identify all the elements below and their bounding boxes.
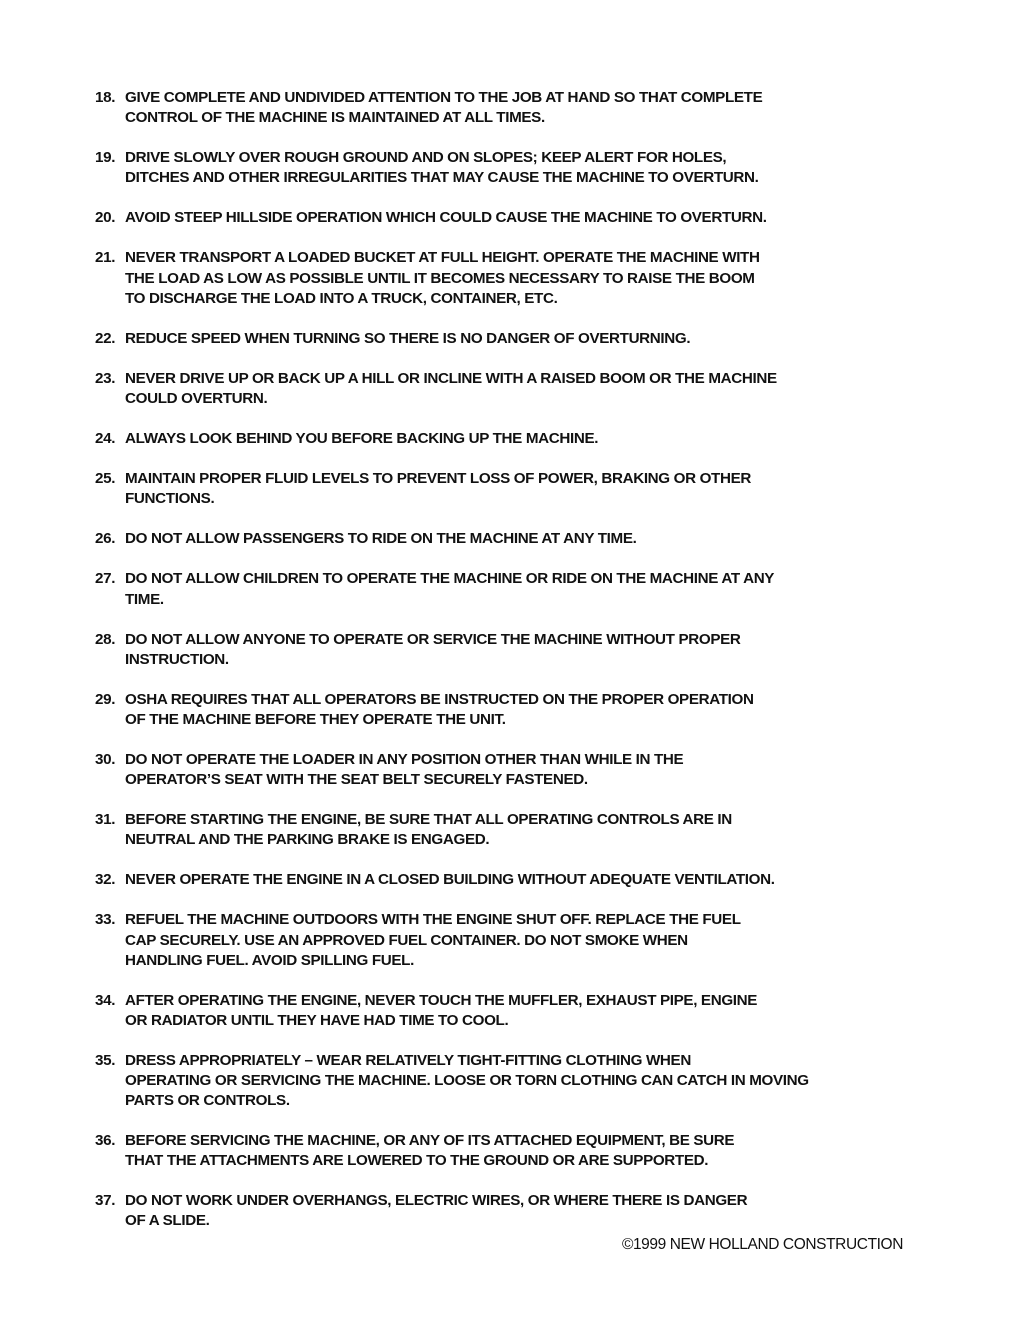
safety-rule bbox=[95, 1051, 925, 1111]
rule-text-line: TIME. bbox=[125, 590, 164, 608]
rule-text-line: DO NOT ALLOW ANYONE TO OPERATE OR SERVICE THE MACHINE WITHOUT PROPER bbox=[125, 630, 741, 648]
rule-text-line: AFTER OPERATING THE ENGINE, NEVER TOUCH THE MUFFLER, EXHAUST PIPE, ENGINE bbox=[125, 991, 758, 1009]
rule-text-line: NEVER OPERATE THE ENGINE IN A CLOSED BUILDING WITHOUT ADEQUATE VENTILATION. bbox=[125, 871, 775, 889]
safety-rule bbox=[95, 991, 925, 1031]
rule-text-line: DO NOT ALLOW CHILDREN TO OPERATE THE MACHINE OR RIDE ON THE MACHINE AT ANY bbox=[125, 570, 775, 588]
rule-text bbox=[125, 690, 925, 730]
rule-text bbox=[125, 810, 925, 850]
rule-text-line: DO NOT OPERATE THE LOADER IN ANY POSITION OTHER THAN WHILE IN THE bbox=[125, 750, 684, 768]
safety-rule bbox=[95, 810, 925, 850]
rule-text bbox=[125, 429, 925, 449]
rule-text-line: COULD OVERTURN. bbox=[125, 389, 268, 407]
rule-text bbox=[125, 569, 925, 609]
safety-rule bbox=[95, 248, 925, 308]
rule-text-line: OPERATING OR SERVICING THE MACHINE. LOOSE OR TORN CLOTHING CAN CATCH IN MOVING bbox=[125, 1072, 809, 1089]
rule-text bbox=[125, 88, 925, 128]
rule-number: 24. bbox=[95, 430, 116, 448]
safety-rule bbox=[95, 630, 925, 670]
rule-text-line: AVOID STEEP HILLSIDE OPERATION WHICH COULD CAUSE THE MACHINE TO OVERTURN. bbox=[125, 209, 767, 227]
rule-text-line: REDUCE SPEED WHEN TURNING SO THERE IS NO DANGER OF OVERTURNING. bbox=[125, 329, 691, 347]
rule-number: 18. bbox=[95, 89, 116, 106]
rule-text bbox=[125, 870, 925, 890]
rule-number: 20. bbox=[95, 209, 116, 227]
safety-rule bbox=[95, 910, 925, 970]
rule-number: 25. bbox=[95, 470, 116, 488]
safety-rule bbox=[95, 88, 925, 128]
rule-text-line: DO NOT ALLOW PASSENGERS TO RIDE ON THE MACHINE AT ANY TIME. bbox=[125, 530, 637, 548]
rule-text-line: NEVER DRIVE UP OR BACK UP A HILL OR INCLINE WITH A RAISED BOOM OR THE MACHINE bbox=[125, 369, 777, 387]
rule-text-line: DO NOT WORK UNDER OVERHANGS, ELECTRIC WIRES, OR WHERE THERE IS DANGER bbox=[125, 1192, 748, 1210]
rule-text-line: INSTRUCTION. bbox=[125, 650, 229, 668]
rule-number: 34. bbox=[95, 991, 116, 1009]
rule-text-line: OR RADIATOR UNTIL THEY HAVE HAD TIME TO COOL. bbox=[125, 1011, 509, 1029]
rule-text-line: BEFORE SERVICING THE MACHINE, OR ANY OF ITS ATTACHED EQUIPMENT, BE SURE bbox=[125, 1132, 735, 1150]
safety-rule bbox=[95, 369, 925, 409]
rule-number: 35. bbox=[95, 1051, 116, 1069]
safety-rule bbox=[95, 148, 925, 188]
rule-number: 29. bbox=[95, 690, 116, 708]
safety-rule bbox=[95, 870, 925, 890]
rule-number: 37. bbox=[95, 1192, 116, 1210]
rule-text-line: NEUTRAL AND THE PARKING BRAKE IS ENGAGED. bbox=[125, 831, 490, 849]
rule-text-line: OPERATOR’S SEAT WITH THE SEAT BELT SECURELY FASTENED. bbox=[125, 771, 588, 789]
safety-rule bbox=[95, 1191, 925, 1231]
rule-text bbox=[125, 1131, 925, 1171]
rule-number: 21. bbox=[95, 249, 116, 267]
rule-text-line: PARTS OR CONTROLS. bbox=[125, 1092, 290, 1110]
safety-rules-list bbox=[95, 88, 925, 1252]
safety-rule bbox=[95, 429, 925, 449]
rule-text bbox=[125, 1051, 925, 1111]
safety-rule bbox=[95, 208, 925, 228]
rule-number: 30. bbox=[95, 750, 116, 768]
rule-number: 32. bbox=[95, 871, 116, 889]
rule-text-line: OF A SLIDE. bbox=[125, 1212, 210, 1230]
rule-text-line: BEFORE STARTING THE ENGINE, BE SURE THAT ALL OPERATING CONTROLS ARE IN bbox=[125, 811, 732, 829]
rule-text-line: THAT THE ATTACHMENTS ARE LOWERED TO THE GROUND OR ARE SUPPORTED. bbox=[125, 1152, 709, 1170]
rule-text-line: CONTROL OF THE MACHINE IS MAINTAINED AT ALL TIMES. bbox=[125, 109, 545, 127]
safety-rule bbox=[95, 469, 925, 509]
rule-text bbox=[125, 208, 925, 228]
rule-text bbox=[125, 248, 925, 308]
rule-text bbox=[125, 910, 925, 970]
rule-text-line: DITCHES AND OTHER IRREGULARITIES THAT MAY CAUSE THE MACHINE TO OVERTURN. bbox=[125, 169, 759, 187]
rule-text bbox=[125, 991, 925, 1031]
rule-text bbox=[125, 148, 925, 188]
rule-text-line: REFUEL THE MACHINE OUTDOORS WITH THE ENGINE SHUT OFF. REPLACE THE FUEL bbox=[125, 911, 741, 929]
safety-rule bbox=[95, 750, 925, 790]
rule-text bbox=[125, 750, 925, 790]
rule-text bbox=[125, 1191, 925, 1231]
rule-number: 36. bbox=[95, 1132, 116, 1150]
rule-number: 28. bbox=[95, 630, 116, 648]
rule-text bbox=[125, 630, 925, 670]
rule-number: 19. bbox=[95, 149, 116, 167]
rule-text-line: NEVER TRANSPORT A LOADED BUCKET AT FULL HEIGHT. OPERATE THE MACHINE WITH bbox=[125, 249, 760, 267]
rule-number: 31. bbox=[95, 811, 116, 829]
rule-text-line: DRIVE SLOWLY OVER ROUGH GROUND AND ON SLOPES; KEEP ALERT FOR HOLES, bbox=[125, 149, 727, 167]
rule-text-line: MAINTAIN PROPER FLUID LEVELS TO PREVENT LOSS OF POWER, BRAKING OR OTHER bbox=[125, 470, 751, 488]
rule-text-line: OSHA REQUIRES THAT ALL OPERATORS BE INSTRUCTED ON THE PROPER OPERATION bbox=[125, 690, 754, 708]
copyright-notice: ©1999 NEW HOLLAND CONSTRUCTION bbox=[621, 1236, 903, 1253]
rule-number: 26. bbox=[95, 530, 116, 548]
rule-number: 33. bbox=[95, 911, 116, 929]
rule-text-line: ALWAYS LOOK BEHIND YOU BEFORE BACKING UP THE MACHINE. bbox=[125, 430, 599, 448]
rule-text-line: THE LOAD AS LOW AS POSSIBLE UNTIL IT BECOMES NECESSARY TO RAISE THE BOOM bbox=[125, 269, 755, 287]
rule-text-line: FUNCTIONS. bbox=[125, 490, 215, 508]
rule-text-line: TO DISCHARGE THE LOAD INTO A TRUCK, CONTAINER, ETC. bbox=[125, 289, 558, 307]
rule-text-line: CAP SECURELY. USE AN APPROVED FUEL CONTAINER. DO NOT SMOKE WHEN bbox=[125, 931, 688, 949]
rule-number: 23. bbox=[95, 369, 116, 387]
safety-rule bbox=[95, 529, 925, 549]
rule-text-line: HANDLING FUEL. AVOID SPILLING FUEL. bbox=[125, 951, 414, 969]
rule-text bbox=[125, 529, 925, 549]
rule-text-line: GIVE COMPLETE AND UNDIVIDED ATTENTION TO THE JOB AT HAND SO THAT COMPLETE bbox=[125, 89, 763, 106]
safety-rule bbox=[95, 690, 925, 730]
safety-rule bbox=[95, 329, 925, 349]
rule-text-line: OF THE MACHINE BEFORE THEY OPERATE THE UNIT. bbox=[125, 710, 506, 728]
rule-text-line: DRESS APPROPRIATELY – WEAR RELATIVELY TIGHT-FITTING CLOTHING WHEN bbox=[125, 1051, 691, 1069]
rule-number: 27. bbox=[95, 570, 116, 588]
rule-text bbox=[125, 369, 925, 409]
rule-text bbox=[125, 329, 925, 349]
safety-rule bbox=[95, 1131, 925, 1171]
rule-text bbox=[125, 469, 925, 509]
rule-number: 22. bbox=[95, 329, 116, 347]
safety-rule bbox=[95, 569, 925, 609]
